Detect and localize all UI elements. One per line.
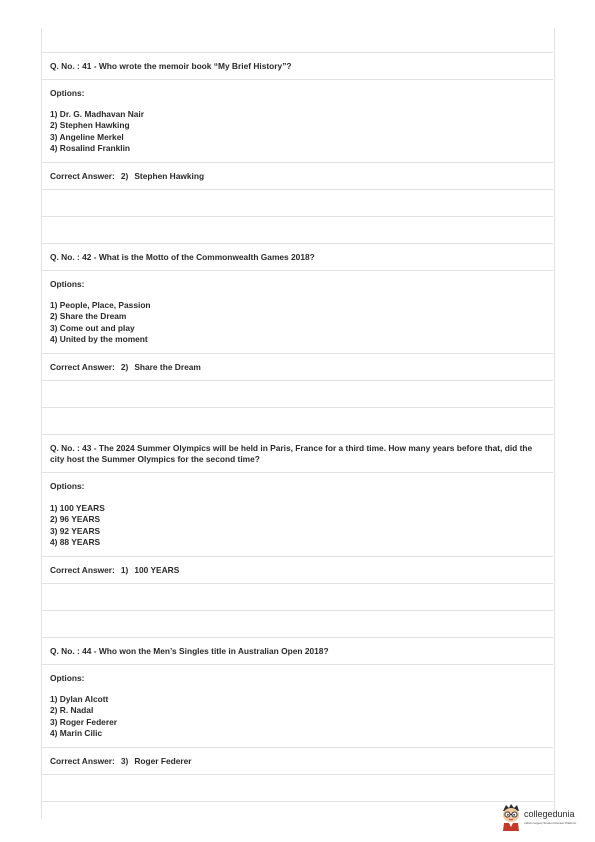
divider — [41, 556, 553, 557]
option-item: 1) Dylan Alcott — [50, 694, 109, 704]
options-list — [50, 300, 151, 345]
divider — [41, 472, 553, 473]
answer-label: Correct Answer: — [50, 756, 115, 766]
answer-number: 2) — [120, 362, 129, 372]
option-item: 2) R. Nadal — [50, 705, 94, 716]
answer-text: 100 YEARS — [134, 565, 180, 575]
answer-number: 1) — [120, 565, 129, 575]
divider — [41, 747, 553, 748]
logo-name: collegedunia — [524, 809, 575, 819]
option-item: 3) Come out and play — [50, 322, 135, 333]
divider — [41, 162, 553, 163]
divider — [41, 353, 553, 354]
option-item: 4) United by the moment — [50, 333, 148, 344]
answer-number: 2) — [120, 171, 129, 181]
divider — [41, 52, 553, 53]
divider — [41, 380, 553, 381]
answer-number: 3) — [120, 756, 129, 766]
options-label: Options: — [50, 279, 85, 289]
options-list — [50, 503, 105, 548]
option-item: 3) 92 YEARS — [50, 525, 101, 536]
answer-label: Correct Answer: — [50, 171, 115, 181]
divider — [41, 637, 553, 638]
option-item: 3) Roger Federer — [50, 716, 118, 727]
option-item: 4) Marin Cilic — [50, 727, 103, 738]
question-heading: Q. No. : 42 - What is the Motto of the Commonwealth Games 2018? — [50, 252, 315, 262]
divider — [41, 407, 553, 408]
question-heading: Q. No. : 43 - The 2024 Summer Olympics will be held in Paris, France for a third time. How many years before that, did the city host the Summer Olympics for the second time? — [50, 443, 533, 464]
correct-answer — [50, 362, 201, 372]
options-label: Options: — [50, 481, 85, 491]
options-label: Options: — [50, 673, 85, 683]
divider — [41, 774, 553, 775]
options-list — [50, 694, 117, 739]
options-list — [50, 109, 144, 154]
divider — [41, 189, 553, 190]
option-item: 4) 88 YEARS — [50, 536, 101, 547]
question-heading: Q. No. : 44 - Who won the Men’s Singles title in Australian Open 2018? — [50, 646, 329, 656]
divider — [41, 243, 553, 244]
option-item: 4) Rosalind Franklin — [50, 142, 131, 153]
divider — [41, 216, 553, 217]
answer-label: Correct Answer: — [50, 565, 115, 575]
option-item: 1) 100 YEARS — [50, 503, 105, 513]
correct-answer — [50, 171, 204, 181]
option-item: 1) Dr. G. Madhavan Nair — [50, 109, 145, 119]
question-heading: Q. No. : 41 - Who wrote the memoir book “My Brief History”? — [50, 61, 292, 71]
option-item: 1) People, Place, Passion — [50, 300, 151, 310]
options-label: Options: — [50, 88, 85, 98]
divider — [41, 583, 553, 584]
divider — [41, 801, 553, 802]
answer-text: Stephen Hawking — [134, 171, 205, 181]
divider — [41, 664, 553, 665]
logo-tagline: India's largest Student Review Platform — [524, 821, 577, 825]
option-item: 2) Share the Dream — [50, 311, 127, 322]
collegedunia-logo — [500, 800, 592, 836]
divider — [41, 79, 553, 80]
option-item: 2) 96 YEARS — [50, 514, 101, 525]
divider — [41, 270, 553, 271]
option-item: 2) Stephen Hawking — [50, 120, 130, 131]
mascot-icon — [500, 802, 522, 832]
correct-answer — [50, 756, 192, 766]
divider — [41, 434, 553, 435]
answer-text: Roger Federer — [134, 756, 192, 766]
correct-answer — [50, 565, 179, 575]
option-item: 3) Angeline Merkel — [50, 131, 124, 142]
answer-text: Share the Dream — [134, 362, 201, 372]
answer-label: Correct Answer: — [50, 362, 115, 372]
divider — [41, 610, 553, 611]
